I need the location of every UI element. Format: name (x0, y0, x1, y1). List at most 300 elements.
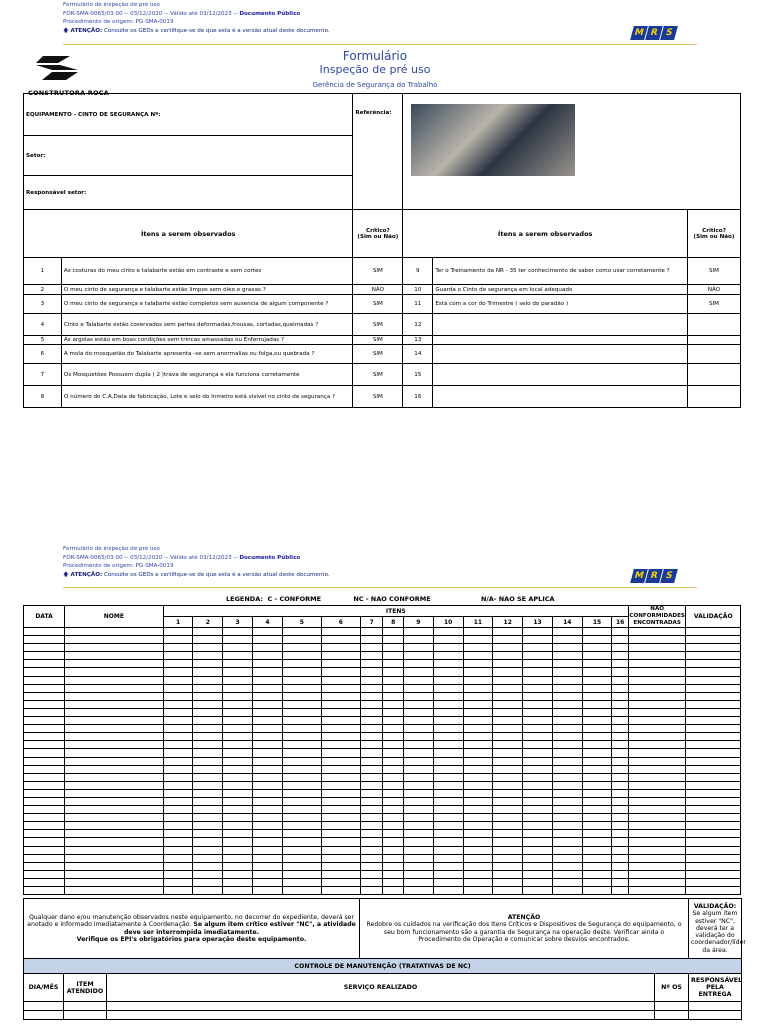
log-cell[interactable] (223, 870, 253, 878)
log-cell[interactable] (383, 773, 404, 781)
log-cell[interactable] (403, 652, 433, 660)
log-cell[interactable] (253, 733, 283, 741)
log-cell[interactable] (463, 781, 493, 789)
log-cell[interactable] (282, 652, 321, 660)
log-cell[interactable] (193, 765, 223, 773)
log-cell[interactable] (223, 692, 253, 700)
log-cell[interactable] (493, 789, 523, 797)
log-cell[interactable] (493, 636, 523, 644)
log-cell[interactable] (282, 636, 321, 644)
log-cell[interactable] (612, 733, 628, 741)
log-cell[interactable] (582, 676, 612, 684)
log-cell[interactable] (493, 684, 523, 692)
log-cell[interactable] (65, 797, 164, 805)
log-cell[interactable] (582, 725, 612, 733)
log-cell[interactable] (403, 862, 433, 870)
log-cell[interactable] (321, 838, 360, 846)
log-cell[interactable] (523, 846, 553, 854)
log-cell[interactable] (463, 822, 493, 830)
log-cell[interactable] (360, 830, 383, 838)
log-cell[interactable] (628, 789, 686, 797)
log-cell[interactable] (463, 692, 493, 700)
log-cell[interactable] (433, 854, 463, 862)
log-cell[interactable] (612, 692, 628, 700)
log-cell[interactable] (686, 725, 741, 733)
log-cell[interactable] (523, 636, 553, 644)
log-cell[interactable] (65, 644, 164, 652)
log-cell[interactable] (628, 741, 686, 749)
log-cell[interactable] (686, 708, 741, 716)
log-cell[interactable] (582, 781, 612, 789)
log-cell[interactable] (582, 628, 612, 636)
log-cell[interactable] (163, 628, 193, 636)
log-cell[interactable] (163, 700, 193, 708)
log-cell[interactable] (493, 878, 523, 886)
log-cell[interactable] (253, 838, 283, 846)
log-cell[interactable] (552, 757, 582, 765)
log-cell[interactable] (24, 765, 65, 773)
log-cell[interactable] (523, 806, 553, 814)
log-cell[interactable] (582, 887, 612, 895)
log-cell[interactable] (686, 757, 741, 765)
log-cell[interactable] (493, 773, 523, 781)
log-cell[interactable] (383, 838, 404, 846)
log-cell[interactable] (193, 652, 223, 660)
log-cell[interactable] (163, 733, 193, 741)
log-cell[interactable] (552, 652, 582, 660)
log-cell[interactable] (463, 725, 493, 733)
log-cell[interactable] (433, 628, 463, 636)
log-cell[interactable] (628, 781, 686, 789)
log-cell[interactable] (383, 846, 404, 854)
log-cell[interactable] (65, 781, 164, 789)
log-cell[interactable] (193, 854, 223, 862)
log-cell[interactable] (282, 797, 321, 805)
log-cell[interactable] (686, 797, 741, 805)
log-cell[interactable] (493, 660, 523, 668)
log-cell[interactable] (65, 846, 164, 854)
log-cell[interactable] (65, 878, 164, 886)
log-cell[interactable] (582, 797, 612, 805)
log-cell[interactable] (686, 733, 741, 741)
log-cell[interactable] (612, 668, 628, 676)
log-cell[interactable] (163, 830, 193, 838)
log-cell[interactable] (612, 814, 628, 822)
log-cell[interactable] (493, 781, 523, 789)
log-cell[interactable] (223, 781, 253, 789)
log-cell[interactable] (582, 806, 612, 814)
log-cell[interactable] (612, 660, 628, 668)
log-cell[interactable] (552, 733, 582, 741)
log-cell[interactable] (282, 692, 321, 700)
log-cell[interactable] (24, 781, 65, 789)
log-cell[interactable] (493, 822, 523, 830)
log-cell[interactable] (360, 862, 383, 870)
log-cell[interactable] (321, 628, 360, 636)
log-cell[interactable] (403, 700, 433, 708)
log-cell[interactable] (65, 814, 164, 822)
log-cell[interactable] (612, 700, 628, 708)
log-cell[interactable] (282, 741, 321, 749)
log-cell[interactable] (612, 781, 628, 789)
log-cell[interactable] (552, 838, 582, 846)
log-cell[interactable] (552, 878, 582, 886)
log-cell[interactable] (360, 692, 383, 700)
log-cell[interactable] (253, 878, 283, 886)
log-cell[interactable] (193, 773, 223, 781)
log-cell[interactable] (193, 749, 223, 757)
log-cell[interactable] (493, 862, 523, 870)
log-cell[interactable] (493, 846, 523, 854)
log-cell[interactable] (552, 797, 582, 805)
log-cell[interactable] (686, 652, 741, 660)
log-cell[interactable] (24, 797, 65, 805)
log-cell[interactable] (24, 668, 65, 676)
log-cell[interactable] (383, 814, 404, 822)
log-cell[interactable] (493, 870, 523, 878)
log-cell[interactable] (163, 838, 193, 846)
log-cell[interactable] (582, 684, 612, 692)
maint-cell[interactable] (655, 1002, 689, 1011)
log-cell[interactable] (463, 700, 493, 708)
log-cell[interactable] (552, 749, 582, 757)
log-cell[interactable] (360, 854, 383, 862)
log-cell[interactable] (193, 668, 223, 676)
log-cell[interactable] (65, 830, 164, 838)
log-cell[interactable] (552, 773, 582, 781)
log-cell[interactable] (223, 765, 253, 773)
log-cell[interactable] (321, 717, 360, 725)
log-cell[interactable] (628, 822, 686, 830)
log-cell[interactable] (383, 652, 404, 660)
log-cell[interactable] (253, 870, 283, 878)
log-cell[interactable] (223, 887, 253, 895)
log-cell[interactable] (403, 838, 433, 846)
log-cell[interactable] (253, 676, 283, 684)
log-cell[interactable] (433, 765, 463, 773)
log-cell[interactable] (628, 676, 686, 684)
log-cell[interactable] (523, 644, 553, 652)
log-cell[interactable] (321, 676, 360, 684)
log-cell[interactable] (433, 806, 463, 814)
log-cell[interactable] (193, 862, 223, 870)
log-cell[interactable] (612, 838, 628, 846)
log-cell[interactable] (493, 668, 523, 676)
log-cell[interactable] (433, 814, 463, 822)
log-cell[interactable] (612, 846, 628, 854)
log-cell[interactable] (463, 717, 493, 725)
log-cell[interactable] (163, 636, 193, 644)
log-cell[interactable] (523, 870, 553, 878)
log-cell[interactable] (628, 814, 686, 822)
log-cell[interactable] (433, 797, 463, 805)
log-cell[interactable] (253, 668, 283, 676)
log-cell[interactable] (223, 717, 253, 725)
log-cell[interactable] (360, 700, 383, 708)
log-cell[interactable] (253, 797, 283, 805)
log-cell[interactable] (321, 668, 360, 676)
log-cell[interactable] (321, 660, 360, 668)
log-cell[interactable] (24, 676, 65, 684)
log-cell[interactable] (433, 660, 463, 668)
log-cell[interactable] (321, 757, 360, 765)
log-cell[interactable] (360, 814, 383, 822)
log-cell[interactable] (686, 765, 741, 773)
log-cell[interactable] (552, 717, 582, 725)
log-cell[interactable] (223, 628, 253, 636)
log-cell[interactable] (463, 636, 493, 644)
log-cell[interactable] (383, 878, 404, 886)
log-cell[interactable] (383, 830, 404, 838)
log-cell[interactable] (463, 741, 493, 749)
log-cell[interactable] (163, 854, 193, 862)
log-cell[interactable] (253, 789, 283, 797)
log-cell[interactable] (193, 628, 223, 636)
log-cell[interactable] (282, 749, 321, 757)
log-cell[interactable] (193, 814, 223, 822)
log-cell[interactable] (612, 684, 628, 692)
log-cell[interactable] (628, 887, 686, 895)
log-cell[interactable] (24, 708, 65, 716)
log-cell[interactable] (383, 797, 404, 805)
log-cell[interactable] (24, 733, 65, 741)
log-cell[interactable] (163, 749, 193, 757)
log-cell[interactable] (321, 814, 360, 822)
log-cell[interactable] (403, 822, 433, 830)
log-cell[interactable] (552, 887, 582, 895)
log-cell[interactable] (463, 660, 493, 668)
log-cell[interactable] (552, 806, 582, 814)
log-cell[interactable] (321, 692, 360, 700)
log-cell[interactable] (403, 781, 433, 789)
log-cell[interactable] (24, 887, 65, 895)
log-cell[interactable] (403, 870, 433, 878)
log-cell[interactable] (321, 733, 360, 741)
log-cell[interactable] (612, 854, 628, 862)
log-cell[interactable] (523, 878, 553, 886)
log-cell[interactable] (493, 644, 523, 652)
log-cell[interactable] (282, 838, 321, 846)
log-cell[interactable] (223, 854, 253, 862)
log-cell[interactable] (163, 652, 193, 660)
log-cell[interactable] (463, 862, 493, 870)
log-cell[interactable] (193, 797, 223, 805)
log-cell[interactable] (582, 717, 612, 725)
log-cell[interactable] (360, 870, 383, 878)
log-cell[interactable] (65, 854, 164, 862)
log-cell[interactable] (433, 757, 463, 765)
log-cell[interactable] (65, 789, 164, 797)
log-cell[interactable] (321, 700, 360, 708)
log-cell[interactable] (163, 692, 193, 700)
log-cell[interactable] (193, 708, 223, 716)
log-cell[interactable] (223, 741, 253, 749)
log-cell[interactable] (403, 684, 433, 692)
log-cell[interactable] (65, 862, 164, 870)
log-cell[interactable] (253, 806, 283, 814)
log-cell[interactable] (433, 725, 463, 733)
log-cell[interactable] (433, 668, 463, 676)
log-cell[interactable] (65, 717, 164, 725)
log-cell[interactable] (65, 652, 164, 660)
log-cell[interactable] (686, 781, 741, 789)
log-cell[interactable] (493, 765, 523, 773)
log-cell[interactable] (612, 878, 628, 886)
log-cell[interactable] (523, 733, 553, 741)
log-cell[interactable] (65, 765, 164, 773)
log-cell[interactable] (552, 684, 582, 692)
log-cell[interactable] (253, 846, 283, 854)
log-cell[interactable] (552, 789, 582, 797)
log-cell[interactable] (628, 628, 686, 636)
log-cell[interactable] (552, 870, 582, 878)
log-cell[interactable] (223, 725, 253, 733)
log-cell[interactable] (360, 878, 383, 886)
log-cell[interactable] (360, 733, 383, 741)
log-cell[interactable] (223, 773, 253, 781)
log-cell[interactable] (552, 781, 582, 789)
log-cell[interactable] (193, 838, 223, 846)
log-cell[interactable] (360, 628, 383, 636)
log-cell[interactable] (523, 741, 553, 749)
log-cell[interactable] (163, 741, 193, 749)
log-cell[interactable] (433, 789, 463, 797)
log-cell[interactable] (433, 636, 463, 644)
log-cell[interactable] (193, 644, 223, 652)
log-cell[interactable] (612, 806, 628, 814)
log-cell[interactable] (612, 757, 628, 765)
log-cell[interactable] (403, 692, 433, 700)
log-cell[interactable] (223, 814, 253, 822)
log-cell[interactable] (321, 854, 360, 862)
log-cell[interactable] (223, 862, 253, 870)
log-cell[interactable] (360, 644, 383, 652)
log-cell[interactable] (523, 887, 553, 895)
log-cell[interactable] (463, 668, 493, 676)
log-cell[interactable] (433, 830, 463, 838)
log-cell[interactable] (523, 660, 553, 668)
log-cell[interactable] (523, 797, 553, 805)
log-cell[interactable] (253, 725, 283, 733)
log-cell[interactable] (523, 838, 553, 846)
log-cell[interactable] (24, 806, 65, 814)
log-cell[interactable] (612, 773, 628, 781)
log-cell[interactable] (383, 660, 404, 668)
log-cell[interactable] (253, 741, 283, 749)
log-cell[interactable] (163, 757, 193, 765)
log-cell[interactable] (493, 830, 523, 838)
log-cell[interactable] (493, 692, 523, 700)
log-cell[interactable] (433, 644, 463, 652)
log-cell[interactable] (552, 854, 582, 862)
log-cell[interactable] (65, 668, 164, 676)
log-cell[interactable] (223, 757, 253, 765)
log-cell[interactable] (223, 660, 253, 668)
log-cell[interactable] (493, 854, 523, 862)
log-cell[interactable] (403, 733, 433, 741)
log-cell[interactable] (65, 806, 164, 814)
log-cell[interactable] (523, 789, 553, 797)
log-cell[interactable] (463, 733, 493, 741)
log-cell[interactable] (223, 700, 253, 708)
log-cell[interactable] (383, 789, 404, 797)
log-cell[interactable] (523, 708, 553, 716)
log-cell[interactable] (403, 757, 433, 765)
log-cell[interactable] (223, 708, 253, 716)
log-cell[interactable] (193, 692, 223, 700)
log-cell[interactable] (383, 684, 404, 692)
log-cell[interactable] (628, 708, 686, 716)
log-cell[interactable] (523, 757, 553, 765)
log-cell[interactable] (523, 765, 553, 773)
log-cell[interactable] (552, 644, 582, 652)
log-cell[interactable] (493, 708, 523, 716)
log-cell[interactable] (193, 684, 223, 692)
log-cell[interactable] (65, 692, 164, 700)
log-cell[interactable] (628, 878, 686, 886)
log-cell[interactable] (686, 822, 741, 830)
log-cell[interactable] (628, 854, 686, 862)
log-cell[interactable] (223, 797, 253, 805)
log-cell[interactable] (24, 660, 65, 668)
log-cell[interactable] (360, 765, 383, 773)
log-cell[interactable] (523, 854, 553, 862)
log-cell[interactable] (686, 660, 741, 668)
maint-cell[interactable] (655, 1011, 689, 1020)
log-cell[interactable] (24, 814, 65, 822)
log-cell[interactable] (582, 733, 612, 741)
log-cell[interactable] (253, 854, 283, 862)
log-cell[interactable] (193, 870, 223, 878)
log-cell[interactable] (612, 628, 628, 636)
log-cell[interactable] (223, 733, 253, 741)
log-cell[interactable] (686, 854, 741, 862)
log-cell[interactable] (321, 708, 360, 716)
log-cell[interactable] (463, 789, 493, 797)
log-cell[interactable] (24, 757, 65, 765)
log-cell[interactable] (463, 878, 493, 886)
log-cell[interactable] (403, 717, 433, 725)
log-cell[interactable] (360, 636, 383, 644)
log-cell[interactable] (282, 684, 321, 692)
log-cell[interactable] (321, 749, 360, 757)
log-cell[interactable] (628, 652, 686, 660)
log-cell[interactable] (282, 708, 321, 716)
log-cell[interactable] (628, 765, 686, 773)
log-cell[interactable] (253, 644, 283, 652)
log-cell[interactable] (686, 870, 741, 878)
log-cell[interactable] (193, 887, 223, 895)
log-cell[interactable] (628, 660, 686, 668)
log-cell[interactable] (686, 887, 741, 895)
log-cell[interactable] (463, 684, 493, 692)
log-cell[interactable] (403, 660, 433, 668)
log-cell[interactable] (65, 757, 164, 765)
log-cell[interactable] (360, 846, 383, 854)
log-cell[interactable] (282, 733, 321, 741)
log-cell[interactable] (282, 789, 321, 797)
log-cell[interactable] (360, 773, 383, 781)
log-cell[interactable] (321, 806, 360, 814)
log-cell[interactable] (321, 878, 360, 886)
log-cell[interactable] (463, 676, 493, 684)
maint-cell[interactable] (64, 1011, 107, 1020)
log-cell[interactable] (163, 822, 193, 830)
log-cell[interactable] (612, 789, 628, 797)
log-cell[interactable] (253, 830, 283, 838)
log-cell[interactable] (403, 830, 433, 838)
log-cell[interactable] (383, 854, 404, 862)
